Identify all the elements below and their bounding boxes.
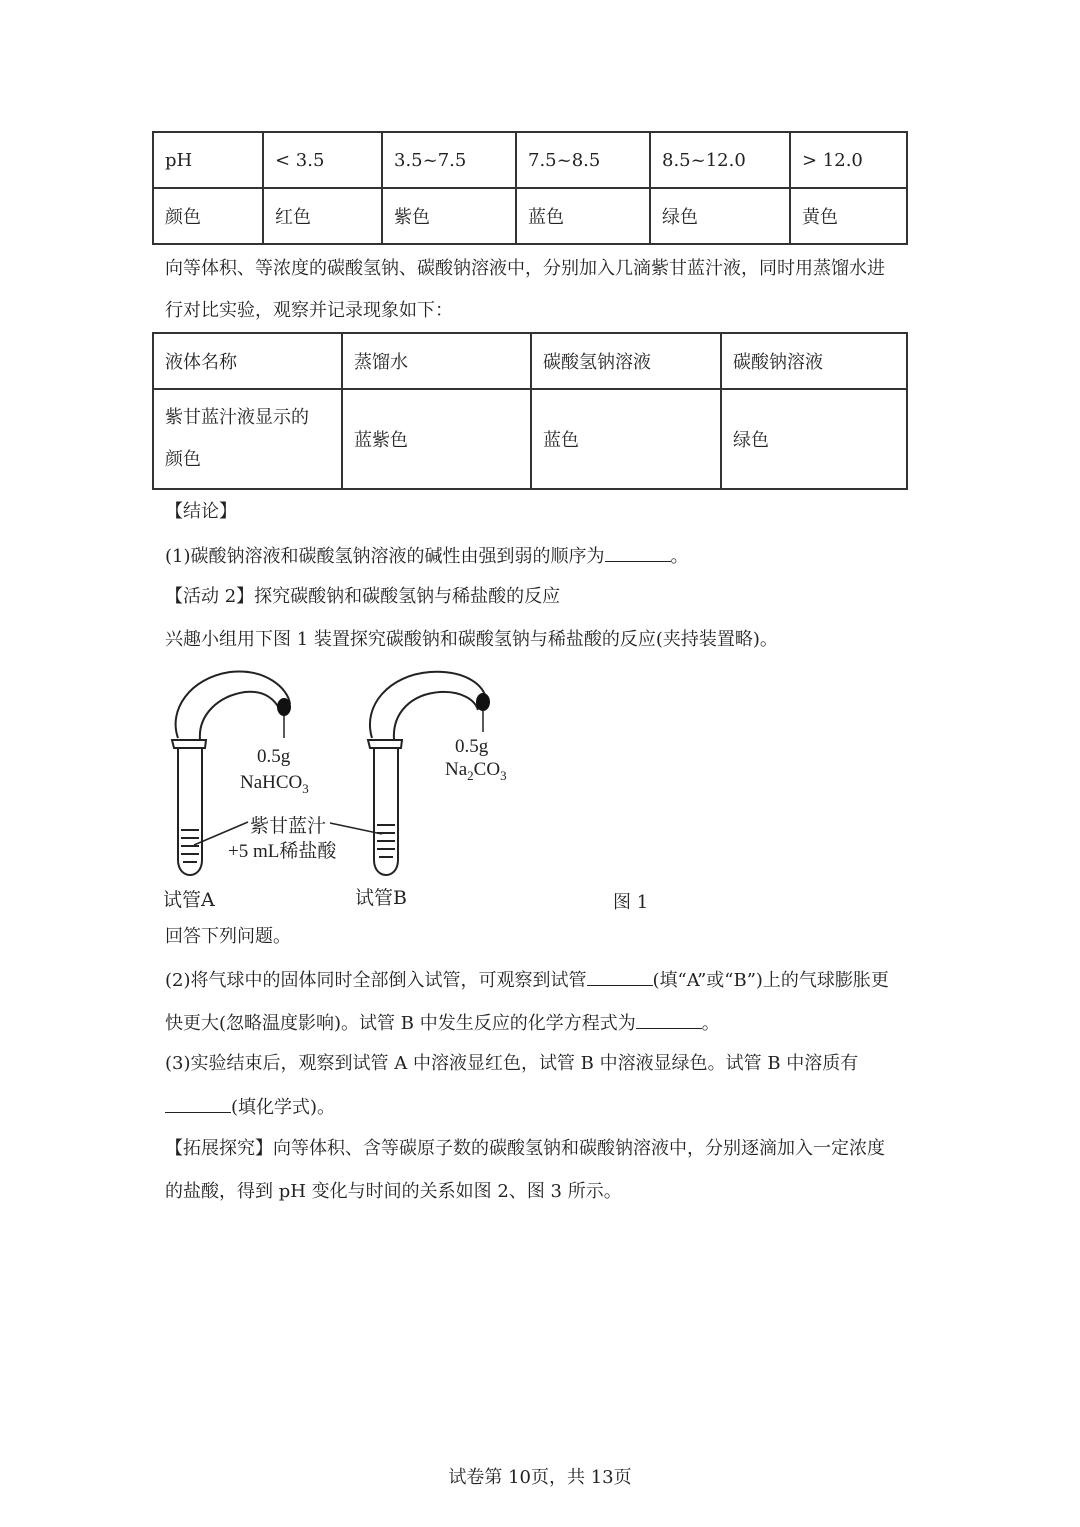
liquid-label: 紫甘蓝汁 (250, 816, 327, 837)
table-cell: 碳酸氢钠溶液 (531, 333, 721, 389)
table-cell: 黄色 (790, 188, 907, 244)
tube-b-mass: 0.5g (455, 736, 489, 757)
table-cell: 蓝紫色 (342, 389, 531, 489)
table-cell: < 3.5 (263, 132, 382, 188)
tube-a-label: 试管A (163, 889, 215, 911)
table-cell: 蒸馏水 (342, 333, 531, 389)
table-cell: > 12.0 (790, 132, 907, 188)
table-cell: 紫色 (382, 188, 516, 244)
answer-blank (605, 543, 671, 562)
table-cell (153, 389, 342, 489)
paragraph-line: 回答下列问题。 (165, 926, 291, 947)
question-3: (3)实验结束后，观察到试管 A 中溶液显红色，试管 B 中溶液显绿色。试管 B 中溶质有 (165, 1053, 859, 1074)
ph-color-table (152, 131, 908, 245)
question-3: (填化学式)。 (165, 1094, 335, 1120)
section-heading: 【活动 2】探究碳酸钠和碳酸氢钠与稀盐酸的反应 (165, 586, 561, 607)
paragraph-line: 的盐酸，得到 pH 变化与时间的关系如图 2、图 3 所示。 (165, 1181, 622, 1202)
table-cell: 8.5~12.0 (650, 132, 790, 188)
tube-b-chemical: $Na_2CO_3$ (445, 759, 507, 783)
table-row (153, 389, 907, 489)
table-cell: 蓝色 (516, 188, 650, 244)
tube-a-chemical: NaHCO$_3$ (240, 772, 309, 796)
balloon-solid (277, 698, 291, 716)
figure-caption: 图 1 (613, 892, 649, 913)
question-2: (2)将气球中的固体同时全部倒入试管，可观察到试管 (填“A”或“B”)上的气球膨胀更 (165, 967, 889, 993)
paragraph-line: 兴趣小组用下图 1 装置探究碳酸钠和碳酸氢钠与稀盐酸的反应(夹持装置略)。 (165, 629, 778, 650)
question-1: (1)碳酸钠溶液和碳酸氢钠溶液的碱性由强到弱的顺序为 。 (165, 543, 689, 569)
table-cell: 液体名称 (153, 333, 342, 389)
table-cell: pH (153, 132, 263, 188)
table-cell: 红色 (263, 188, 382, 244)
row-label: 颜色 (165, 449, 201, 470)
table-cell: 7.5~8.5 (516, 132, 650, 188)
paragraph-line: 行对比实验，观察并记录现象如下： (165, 300, 453, 321)
table-cell: 3.5~7.5 (382, 132, 516, 188)
paragraph-line: 向等体积、等浓度的碳酸氢钠、碳酸钠溶液中，分别加入几滴紫甘蓝汁液，同时用蒸馏水进 (165, 258, 885, 279)
table-cell: 绿色 (721, 389, 907, 489)
liquid-color-table (152, 332, 908, 490)
answer-blank (636, 1010, 702, 1029)
balloon-solid (476, 693, 490, 711)
answer-blank (165, 1094, 231, 1113)
table-cell: 颜色 (153, 188, 263, 244)
answer-blank (587, 967, 653, 986)
table-cell: 蓝色 (531, 389, 721, 489)
tube-b-label: 试管B (355, 887, 407, 909)
liquid-label: +5 mL稀盐酸 (228, 841, 337, 862)
page-footer: 试卷第 10页，共 13页 (448, 1467, 632, 1488)
tube-a-mass: 0.5g (257, 746, 291, 767)
table-row (153, 188, 907, 244)
question-2: 快更大(忽略温度影响)。试管 B 中发生反应的化学方程式为 。 (165, 1010, 720, 1036)
figure-1-apparatus (150, 660, 550, 920)
table-cell: 碳酸钠溶液 (721, 333, 907, 389)
table-cell: 绿色 (650, 188, 790, 244)
table-row (153, 132, 907, 188)
paragraph-line: 【拓展探究】向等体积、含等碳原子数的碳酸氢钠和碳酸钠溶液中，分别逐滴加入一定浓度 (165, 1138, 885, 1159)
section-heading: 【结论】 (165, 501, 237, 522)
table-row (153, 333, 907, 389)
row-label: 紫甘蓝汁液显示的 (165, 407, 309, 428)
